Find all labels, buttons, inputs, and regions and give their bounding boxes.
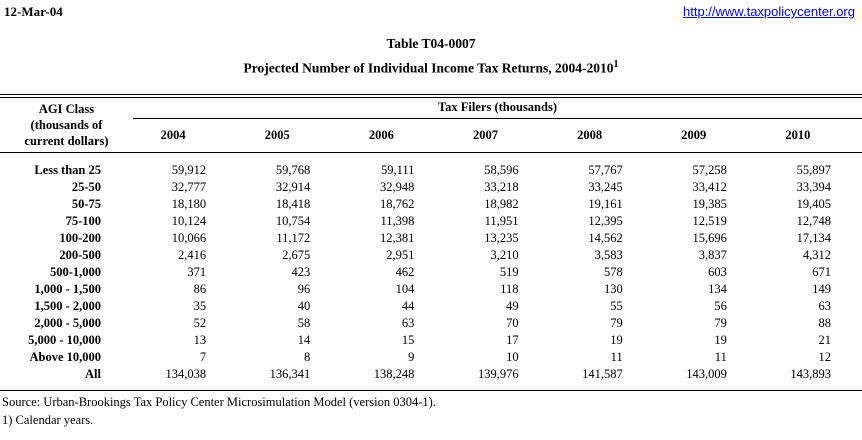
cell-value: 32,777: [171, 179, 207, 194]
cell-value: 44: [401, 298, 415, 313]
cell-value: 603: [708, 264, 727, 279]
cell-value: 32,914: [275, 179, 311, 194]
cell-value: 671: [812, 264, 831, 279]
cell-value: 18,180: [171, 196, 207, 211]
cell-value: 136,341: [269, 366, 311, 381]
cell-value: 139,976: [477, 366, 519, 381]
table-main-title: [0, 59, 862, 77]
cell-value: 12,395: [588, 213, 623, 228]
cell-value: 134: [708, 281, 727, 296]
agi-class-header-line1: AGI Class: [38, 101, 95, 116]
cell-value: 10,124: [171, 213, 207, 228]
cell-value: 59,111: [380, 162, 415, 177]
cell-value: 58: [297, 315, 311, 330]
year-header: 2008: [550, 118, 654, 152]
cell-value: 33,218: [484, 179, 519, 194]
agi-class-row-label: 1,000 - 1,500: [34, 281, 101, 296]
cell-value: 19: [610, 332, 623, 347]
cell-value: 143,893: [790, 366, 831, 381]
cell-value: 55: [610, 298, 623, 313]
cell-value: 14,562: [588, 230, 623, 245]
cell-value: 40: [297, 298, 311, 313]
cell-value: 143,009: [686, 366, 727, 381]
agi-class-row-label: 500-1,000: [49, 264, 101, 279]
source-note: Source: Urban-Brookings Tax Policy Center Microsimulation Model (version 0304-1).: [2, 394, 436, 409]
cell-value: 15: [401, 332, 415, 347]
cell-value: 86: [193, 281, 207, 296]
agi-class-header-line3: current dollars): [24, 133, 109, 148]
cell-value: 3,583: [594, 247, 623, 262]
cell-value: 33,245: [588, 179, 623, 194]
agi-class-row-label: 2,000 - 5,000: [34, 315, 101, 330]
cell-value: 15,696: [692, 230, 727, 245]
cell-value: 59,768: [275, 162, 311, 177]
table-row: [0, 281, 862, 298]
table-row: [0, 196, 862, 213]
cell-value: 70: [506, 315, 519, 330]
agi-class-row-label: 50-75: [71, 196, 101, 211]
cell-value: 52: [193, 315, 207, 330]
table-row: [0, 230, 862, 247]
agi-class-row-label: All: [85, 366, 101, 381]
table-row: [0, 366, 862, 391]
table-body: [0, 152, 862, 390]
cell-value: 2,951: [386, 247, 415, 262]
tax-filers-group-header: Tax Filers (thousands): [133, 96, 862, 119]
agi-class-row-label: 25-50: [71, 179, 101, 194]
year-header: 2005: [237, 118, 341, 152]
cell-value: 59,912: [171, 162, 207, 177]
cell-value: 33,394: [796, 179, 831, 194]
table-row: [0, 247, 862, 264]
cell-value: 33,412: [692, 179, 727, 194]
cell-value: 10,066: [171, 230, 207, 245]
cell-value: 9: [408, 349, 415, 364]
cell-value: 118: [500, 281, 519, 296]
table-row: [0, 349, 862, 366]
taxpolicycenter-link[interactable]: http://www.taxpolicycenter.org: [683, 4, 855, 19]
cell-value: 19: [714, 332, 727, 347]
table-row: [0, 332, 862, 349]
cell-value: 11: [610, 349, 623, 364]
cell-value: 55,897: [796, 162, 831, 177]
cell-value: 56: [714, 298, 727, 313]
cell-value: 3,837: [698, 247, 727, 262]
cell-value: 141,587: [582, 366, 623, 381]
cell-value: 79: [610, 315, 623, 330]
cell-value: 423: [291, 264, 311, 279]
cell-value: 79: [714, 315, 727, 330]
cell-value: 4,312: [802, 247, 831, 262]
cell-value: 57,258: [692, 162, 727, 177]
cell-value: 14: [297, 332, 311, 347]
agi-class-header-line2: (thousands of: [30, 117, 103, 132]
table-row: [0, 152, 862, 179]
cell-value: 13: [193, 332, 207, 347]
calendar-years-footnote: 1) Calendar years.: [2, 412, 94, 427]
agi-class-row-label: 200-500: [59, 247, 101, 262]
cell-value: 35: [193, 298, 207, 313]
agi-class-row-label: 5,000 - 10,000: [28, 332, 101, 347]
agi-class-header: [0, 96, 133, 153]
cell-value: 11,398: [380, 213, 415, 228]
cell-value: 138,248: [373, 366, 415, 381]
table-row: [0, 315, 862, 332]
cell-value: 10,754: [275, 213, 311, 228]
cell-value: 63: [401, 315, 415, 330]
cell-value: 519: [499, 264, 519, 279]
cell-value: 7: [199, 349, 207, 364]
cell-value: 578: [603, 264, 623, 279]
title-footnote-marker: 1: [613, 59, 619, 70]
cell-value: 134,038: [165, 366, 207, 381]
cell-value: 12: [818, 349, 831, 364]
table-row: [0, 264, 862, 281]
agi-class-row-label: Less than 25: [34, 162, 101, 177]
cell-value: 19,161: [588, 196, 623, 211]
table-row: [0, 213, 862, 230]
cell-value: 18,982: [484, 196, 519, 211]
cell-value: 10: [506, 349, 519, 364]
date-label: 12-Mar-04: [4, 4, 63, 19]
tax-returns-table: [0, 94, 862, 391]
cell-value: 58,596: [484, 162, 519, 177]
year-header: 2009: [654, 118, 758, 152]
cell-value: 32,948: [380, 179, 415, 194]
cell-value: 19,385: [692, 196, 727, 211]
cell-value: 462: [395, 264, 415, 279]
table-row: [0, 298, 862, 315]
year-header: 2004: [133, 118, 237, 152]
cell-value: 17: [506, 332, 519, 347]
cell-value: 11,172: [276, 230, 311, 245]
cell-value: 88: [818, 315, 831, 330]
agi-class-row-label: Above 10,000: [29, 349, 101, 364]
table-header: [0, 96, 862, 153]
table-main-title-text: Projected Number of Individual Income Tax Returns, 2004-2010: [243, 60, 614, 76]
year-header: 2006: [341, 118, 445, 152]
cell-value: 49: [506, 298, 519, 313]
cell-value: 12,519: [692, 213, 727, 228]
cell-value: 13,235: [484, 230, 519, 245]
table-row: [0, 179, 862, 196]
cell-value: 63: [818, 298, 831, 313]
year-header: 2007: [445, 118, 549, 152]
table-number-title: Table T04-0007: [386, 36, 476, 51]
agi-class-row-label: 1,500 - 2,000: [34, 298, 101, 313]
cell-value: 3,210: [490, 247, 519, 262]
cell-value: 130: [603, 281, 623, 296]
cell-value: 57,767: [588, 162, 623, 177]
cell-value: 149: [812, 281, 831, 296]
year-header: 2010: [758, 118, 862, 152]
cell-value: 21: [818, 332, 831, 347]
cell-value: 12,381: [380, 230, 415, 245]
top-bar: [0, 0, 862, 20]
cell-value: 19,405: [796, 196, 831, 211]
cell-value: 11,951: [484, 213, 519, 228]
cell-value: 11: [714, 349, 727, 364]
cell-value: 17,134: [796, 230, 831, 245]
cell-value: 96: [297, 281, 311, 296]
agi-class-row-label: 75-100: [65, 213, 101, 228]
cell-value: 18,418: [275, 196, 311, 211]
cell-value: 2,675: [282, 247, 311, 262]
cell-value: 12,748: [796, 213, 831, 228]
cell-value: 8: [304, 349, 311, 364]
cell-value: 2,416: [178, 247, 207, 262]
cell-value: 104: [395, 281, 415, 296]
cell-value: 371: [187, 264, 207, 279]
agi-class-row-label: 100-200: [59, 230, 101, 245]
cell-value: 18,762: [380, 196, 415, 211]
